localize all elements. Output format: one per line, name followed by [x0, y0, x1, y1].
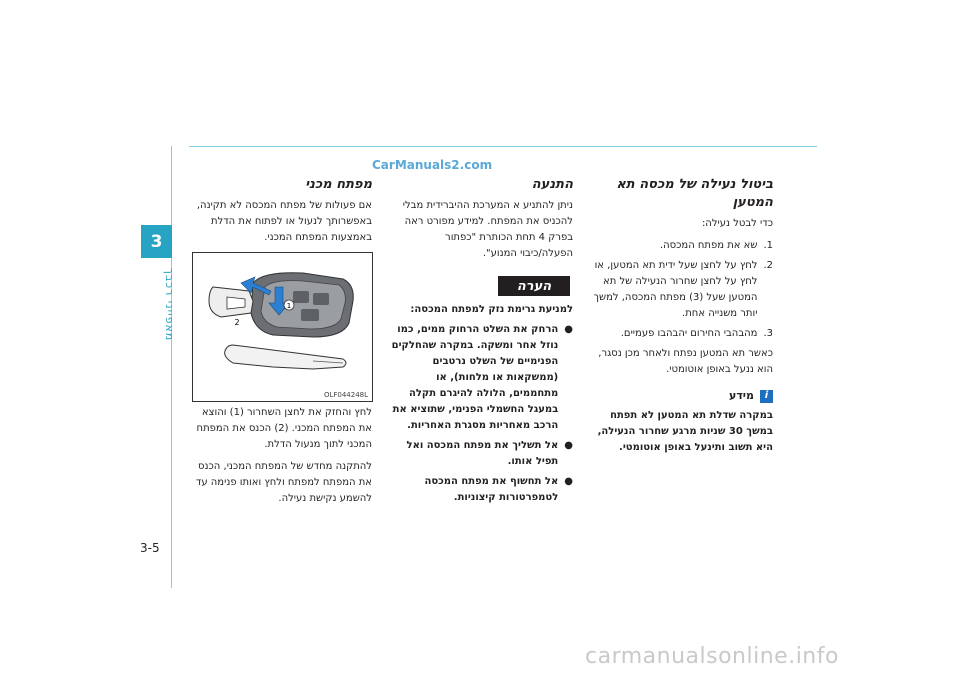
bullet-dot: ● — [564, 440, 573, 451]
info-note-title — [587, 388, 773, 404]
right-heading-line2: המטען — [732, 195, 773, 210]
left-heading: מפתח מכני — [305, 177, 372, 192]
figure-code: OLF044248L — [323, 391, 368, 399]
callout-2: 2 — [234, 318, 240, 327]
step-text: לחץ על לחצן שעל ידית תא המטען, או לחץ על לחצן שחרור הנעילה של תא המטען שעל (3) מפתח המכסה, למשך יותר משנייה אחת. — [593, 260, 758, 319]
step-text: שא את מפתח המכסה. — [659, 240, 758, 251]
step-number: 3. — [763, 328, 773, 339]
bullet-dot: ● — [564, 476, 573, 487]
smart-key-illustration — [193, 253, 372, 401]
info-note-text: במקרה שדלת תא המטען לא תפתח במשך 30 שניות מרגע שחרור הנעילה, היא תשוב ותינעל באופן אוטומטי. — [597, 410, 773, 453]
bullet-dot: ● — [564, 324, 573, 335]
left-paragraph-1: אם פעולות של מפתח המכסה לא תקינה, באפשרותך לנעול או לפתוח את הדלת באמצעות המפתח המכני. — [196, 200, 372, 243]
warning-intro: למניעת גרימת נזק למפתח המכסה: — [410, 304, 573, 315]
right-heading-line1: ביטול נעילה של מכסה תא — [616, 177, 773, 192]
right-column — [587, 176, 773, 456]
right-intro: כדי לבטל נעילה: — [701, 218, 773, 229]
warning-bullet-3 — [390, 474, 573, 506]
warning-bullet-2 — [390, 438, 573, 470]
left-paragraph-2: לחץ והחזק את לחצן השחרור (1) והוצא את המפתח המכני. (2) הכנס את המפתח המכני לתוך מנעול הדלת. — [196, 407, 372, 450]
top-rule — [189, 146, 817, 147]
key-figure — [192, 252, 373, 402]
step-number: 2. — [763, 260, 773, 271]
left-column-top — [190, 176, 372, 246]
right-after-text: כאשר תא המטען נפתח ולאחר מכן נסגר, הוא ננעל באופן אוטומטי. — [598, 348, 773, 375]
right-step-1 — [587, 238, 773, 254]
middle-column — [390, 176, 573, 262]
step-number: 1. — [763, 240, 773, 251]
warning-bullet-1 — [390, 322, 573, 434]
bullet-text: הרחק את השלט הרחוק ממים, כמו נוזל אחר ומשקה. במקרה שהחלקים הפנימיים של השלט נרטבים (ממשקאות או מלחות), או מתחממים, הלולה להיגרם תקלה במעגל החשמלי הפנימי, שתוציא את הרכב מאחריות מסגרת האחריות. — [391, 324, 559, 431]
chapter-number-badge: 3 — [141, 225, 172, 258]
info-note-label: מידע — [729, 389, 754, 402]
middle-heading: התנעה — [531, 177, 573, 192]
warning-label-box: הערה — [498, 276, 570, 296]
step-text: מהבהבי החירום יהבהבו פעמיים. — [620, 328, 758, 339]
watermark-bottom: carmanualsonline.info — [585, 644, 839, 669]
chapter-side-title: מאפייני רכבך — [163, 268, 176, 342]
page-number: 3-5 — [140, 541, 160, 555]
bullet-text: אל תשליך את מפתח המכסה ואל תפיל אותו. — [406, 440, 559, 467]
left-paragraph-3: להתקנה מחדש של המפתח המכני, הכנס את המפתח למפתח ולחץ ואותו פנימה עד להשמע נקישת נעילה. — [195, 461, 372, 504]
right-step-2 — [587, 258, 773, 322]
right-step-3 — [587, 326, 773, 342]
watermark-top: CarManuals2.com — [372, 158, 493, 172]
callout-1: 1 — [286, 302, 292, 310]
middle-warning-content — [390, 302, 573, 506]
left-column-bottom — [190, 405, 372, 507]
info-icon: i — [760, 390, 773, 403]
middle-paragraph: ניתן להתניע א המערכת ההיברידית מבלי להכניס את המפתח. למידע מפורט ראה בפרק 4 תחת הכותרת "כפתור הפעלה/כיבוי המנוע". — [402, 200, 573, 259]
bullet-text: אל תחשוף את מפתח המכסה לטמפרטורות קיצוניות. — [424, 476, 559, 503]
